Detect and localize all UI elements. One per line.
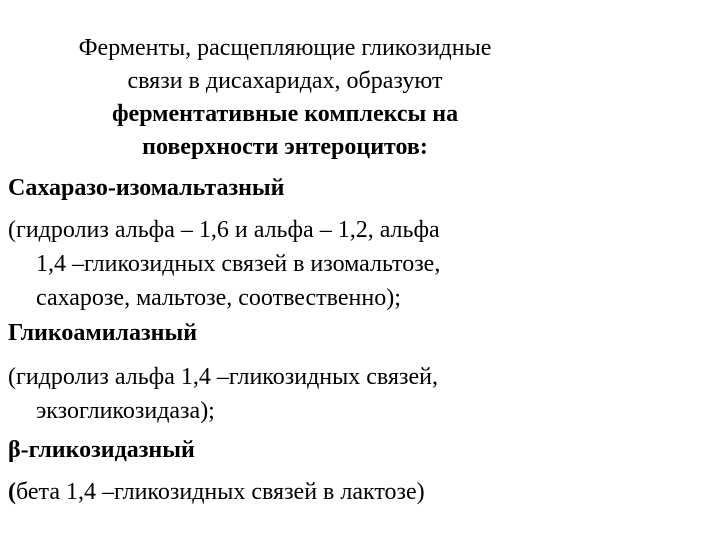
intro-line-4: поверхности энтероцитов: [142, 134, 428, 160]
intro-line-1: Ферменты, расщепляющие гликозидные [78, 35, 492, 61]
intro-line-3: ферментативные комплексы на [111, 101, 459, 127]
enzyme-3-name: β-гликозидазный [8, 437, 195, 463]
enzyme-1-desc-line-3: сахарозе, мальтозе, соотвественно); [36, 285, 401, 311]
enzyme-2-desc-line-2: экзогликозидаза); [36, 398, 215, 424]
enzyme-3-desc-text: бета 1,4 –гликозидных связей в лактозе) [16, 479, 425, 505]
enzyme-1-desc-line-2: 1,4 –гликозидных связей в изомальтозе, [36, 251, 441, 277]
enzyme-3-desc-paren: ( [8, 479, 16, 505]
enzyme-3-desc-line-1 [8, 480, 425, 504]
intro-line-2: связи в дисахаридах, образуют [127, 68, 443, 94]
enzyme-2-name: Гликоамилазный [8, 320, 198, 346]
enzyme-1-desc-line-1: (гидролиз альфа – 1,6 и альфа – 1,2, альфа [8, 217, 440, 243]
enzyme-1-name: Сахаразо-изомальтазный [8, 175, 285, 201]
enzyme-2-desc-line-1: (гидролиз альфа 1,4 –гликозидных связей, [8, 364, 438, 390]
